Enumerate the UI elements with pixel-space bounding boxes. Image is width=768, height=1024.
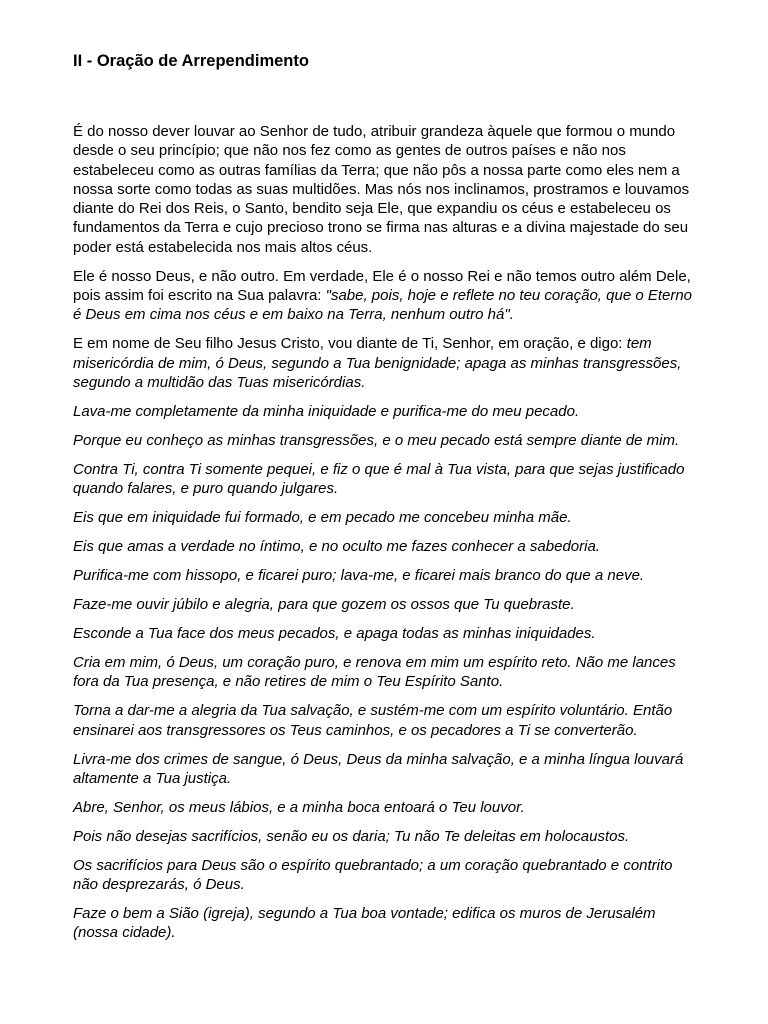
document-page <box>73 50 699 952</box>
verse: Faze-me ouvir júbilo e alegria, para que gozem os ossos que Tu quebraste. <box>73 596 575 614</box>
verse: Purifica-me com hissopo, e ficarei puro; lava-me, e ficarei mais branco do que a neve. <box>73 567 645 585</box>
verse: Torna a dar-me a alegria da Tua salvação, e sustém-me com um espírito voluntário. Então ensinarei aos transgressores os Teus caminhos, e os pecadores a Ti se converterão. <box>73 702 673 739</box>
document-body <box>73 122 699 943</box>
verse: Abre, Senhor, os meus lábios, e a minha boca entoará o Teu louvor. <box>73 798 525 816</box>
paragraph-scripture-quote <box>73 267 699 325</box>
verse: Pois não desejas sacrifícios, senão eu os daria; Tu não Te deleitas em holocaustos. <box>73 827 630 845</box>
verse: Cria em mim, ó Deus, um coração puro, e renova em mim um espírito reto. Não me lances fora da Tua presença, e não retires de mim o Teu Espírito Santo. <box>73 654 676 691</box>
paragraph-text: Ele é nosso Deus, e não outro. Em verdade, Ele é o nosso Rei e não temos outro além Dele, pois assim foi escrito na Sua palavra: <box>73 267 691 305</box>
verse: Esconde a Tua face dos meus pecados, e apaga todas as minhas iniquidades. <box>73 625 596 643</box>
verse: Porque eu conheço as minhas transgressões, e o meu pecado está sempre diante de mim. <box>73 431 680 449</box>
verse: Lava-me completamente da minha iniquidade e purifica-me do meu pecado. <box>73 402 580 420</box>
verse: Eis que amas a verdade no íntimo, e no oculto me fazes conhecer a sabedoria. <box>73 538 600 556</box>
verse: Faze o bem a Sião (igreja), segundo a Tua boa vontade; edifica os muros de Jerusalém (nossa cidade). <box>73 905 656 942</box>
document-title: II - Oração de Arrependimento <box>73 52 309 70</box>
paragraph-text: E em nome de Seu filho Jesus Cristo, vou diante de Ti, Senhor, em oração, e digo: <box>73 335 627 353</box>
verse: Livra-me dos crimes de sangue, ó Deus, Deus da minha salvação, e a minha língua louvará altamente a Tua justiça. <box>73 750 684 787</box>
paragraph-intro: É do nosso dever louvar ao Senhor de tudo, atribuir grandeza àquele que formou o mundo desde o seu princípio; que não nos fez como as gentes de outros países e não nos estabeleceu como as outras famílias da Terra; que não pôs a nossa parte como eles nem a nossa sorte como todas as suas multidões. Mas nós nos inclinamos, prostramos e louvamos diante do Rei dos Reis, o Santo, bendito seja Ele, que expandiu os céus e estabeleceu os fundamentos da Terra e cujo precioso trono se firma nas alturas e a divina majestade do seu poder está estabelecida nos mais altos céus. <box>73 123 690 256</box>
verse: Os sacrifícios para Deus são o espírito quebrantado; a um coração quebrantado e contrito não desprezarás, ó Deus. <box>73 856 673 894</box>
prayer-verse: tem misericórdia de mim, ó Deus, segundo a Tua benignidade; apaga as minhas transgressões, segundo a multidão das Tuas misericórdias. <box>73 335 682 391</box>
paragraph-prayer-opening <box>73 334 699 392</box>
quoted-scripture: "sabe, pois, hoje e reflete no teu coração, que o Eterno é Deus em cima nos céus e em baixo na Terra, nenhum outro há". <box>73 287 693 324</box>
verse: Eis que em iniquidade fui formado, e em pecado me concebeu minha mãe. <box>73 509 572 527</box>
verse: Contra Ti, contra Ti somente pequei, e fiz o que é mal à Tua vista, para que sejas justificado quando falares, e puro quando julgares. <box>73 460 685 498</box>
